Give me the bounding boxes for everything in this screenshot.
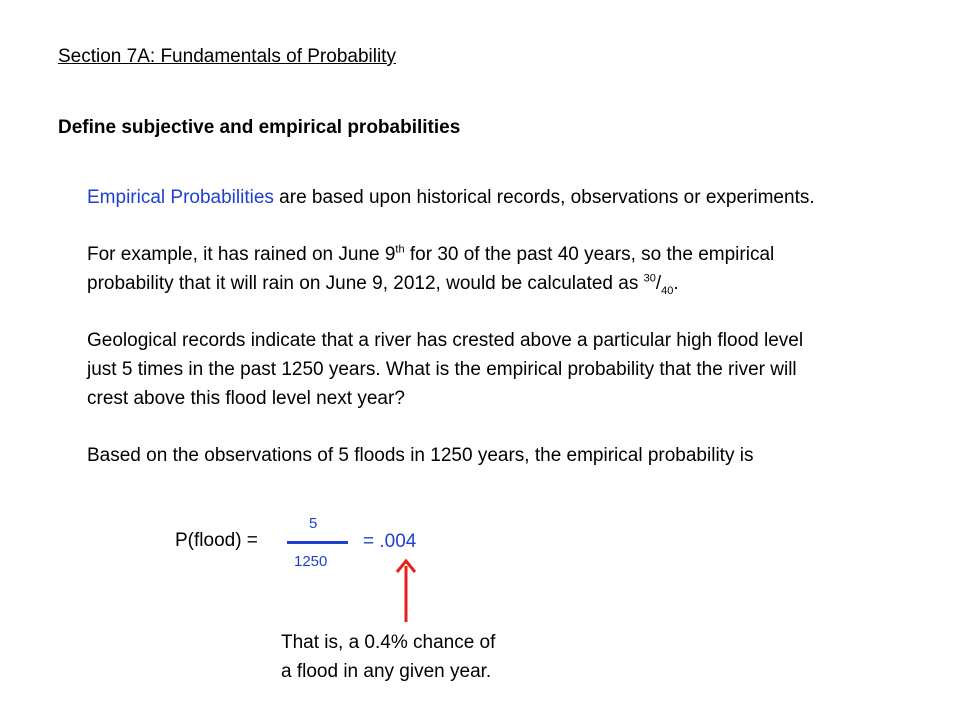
definition-paragraph	[87, 183, 815, 212]
ordinal-suffix: th	[395, 243, 405, 256]
example-line-2	[87, 269, 774, 298]
example-line-1	[87, 240, 774, 269]
example-line-1-end: for 30 of the past 40 years, so the empirical	[404, 244, 775, 265]
fraction-bar	[287, 541, 348, 544]
inline-fraction-numerator: 30	[643, 272, 656, 285]
formula-denominator: 1250	[294, 553, 328, 570]
answer-intro: Based on the observations of 5 floods in 1250 years, the empirical probability is	[87, 445, 754, 466]
example-paragraph	[87, 240, 774, 298]
question-paragraph	[87, 326, 803, 413]
question-line-3: crest above this flood level next year?	[87, 388, 405, 409]
question-line-1: Geological records indicate that a river has crested above a particular high flood level	[87, 330, 804, 351]
subtitle: Define subjective and empirical probabilities	[58, 117, 461, 138]
note-line-2: a flood in any given year.	[281, 661, 492, 682]
section-title: Section 7A: Fundamentals of Probability	[58, 46, 396, 67]
example-line-2-start: probability that it will rain on June 9, 2012, would be calculated as	[87, 273, 644, 294]
note-line-1: That is, a 0.4% chance of	[281, 632, 496, 653]
question-line-2: just 5 times in the past 1250 years. What is the empirical probability that the river will	[87, 359, 797, 380]
formula-result: = .004	[363, 531, 417, 552]
note	[281, 628, 495, 686]
formula-label: P(flood) =	[175, 530, 258, 551]
definition-text: are based upon historical records, observations or experiments.	[273, 187, 815, 208]
example-line-2-end: .	[673, 273, 679, 294]
example-line-1-start: For example, it has rained on June 9	[87, 244, 396, 265]
inline-fraction-denominator: 40	[661, 284, 674, 297]
formula-numerator: 5	[309, 515, 318, 532]
inline-fraction-slash: /	[655, 273, 662, 294]
definition-term: Empirical Probabilities	[87, 187, 274, 208]
red-up-arrow-icon	[395, 558, 417, 624]
